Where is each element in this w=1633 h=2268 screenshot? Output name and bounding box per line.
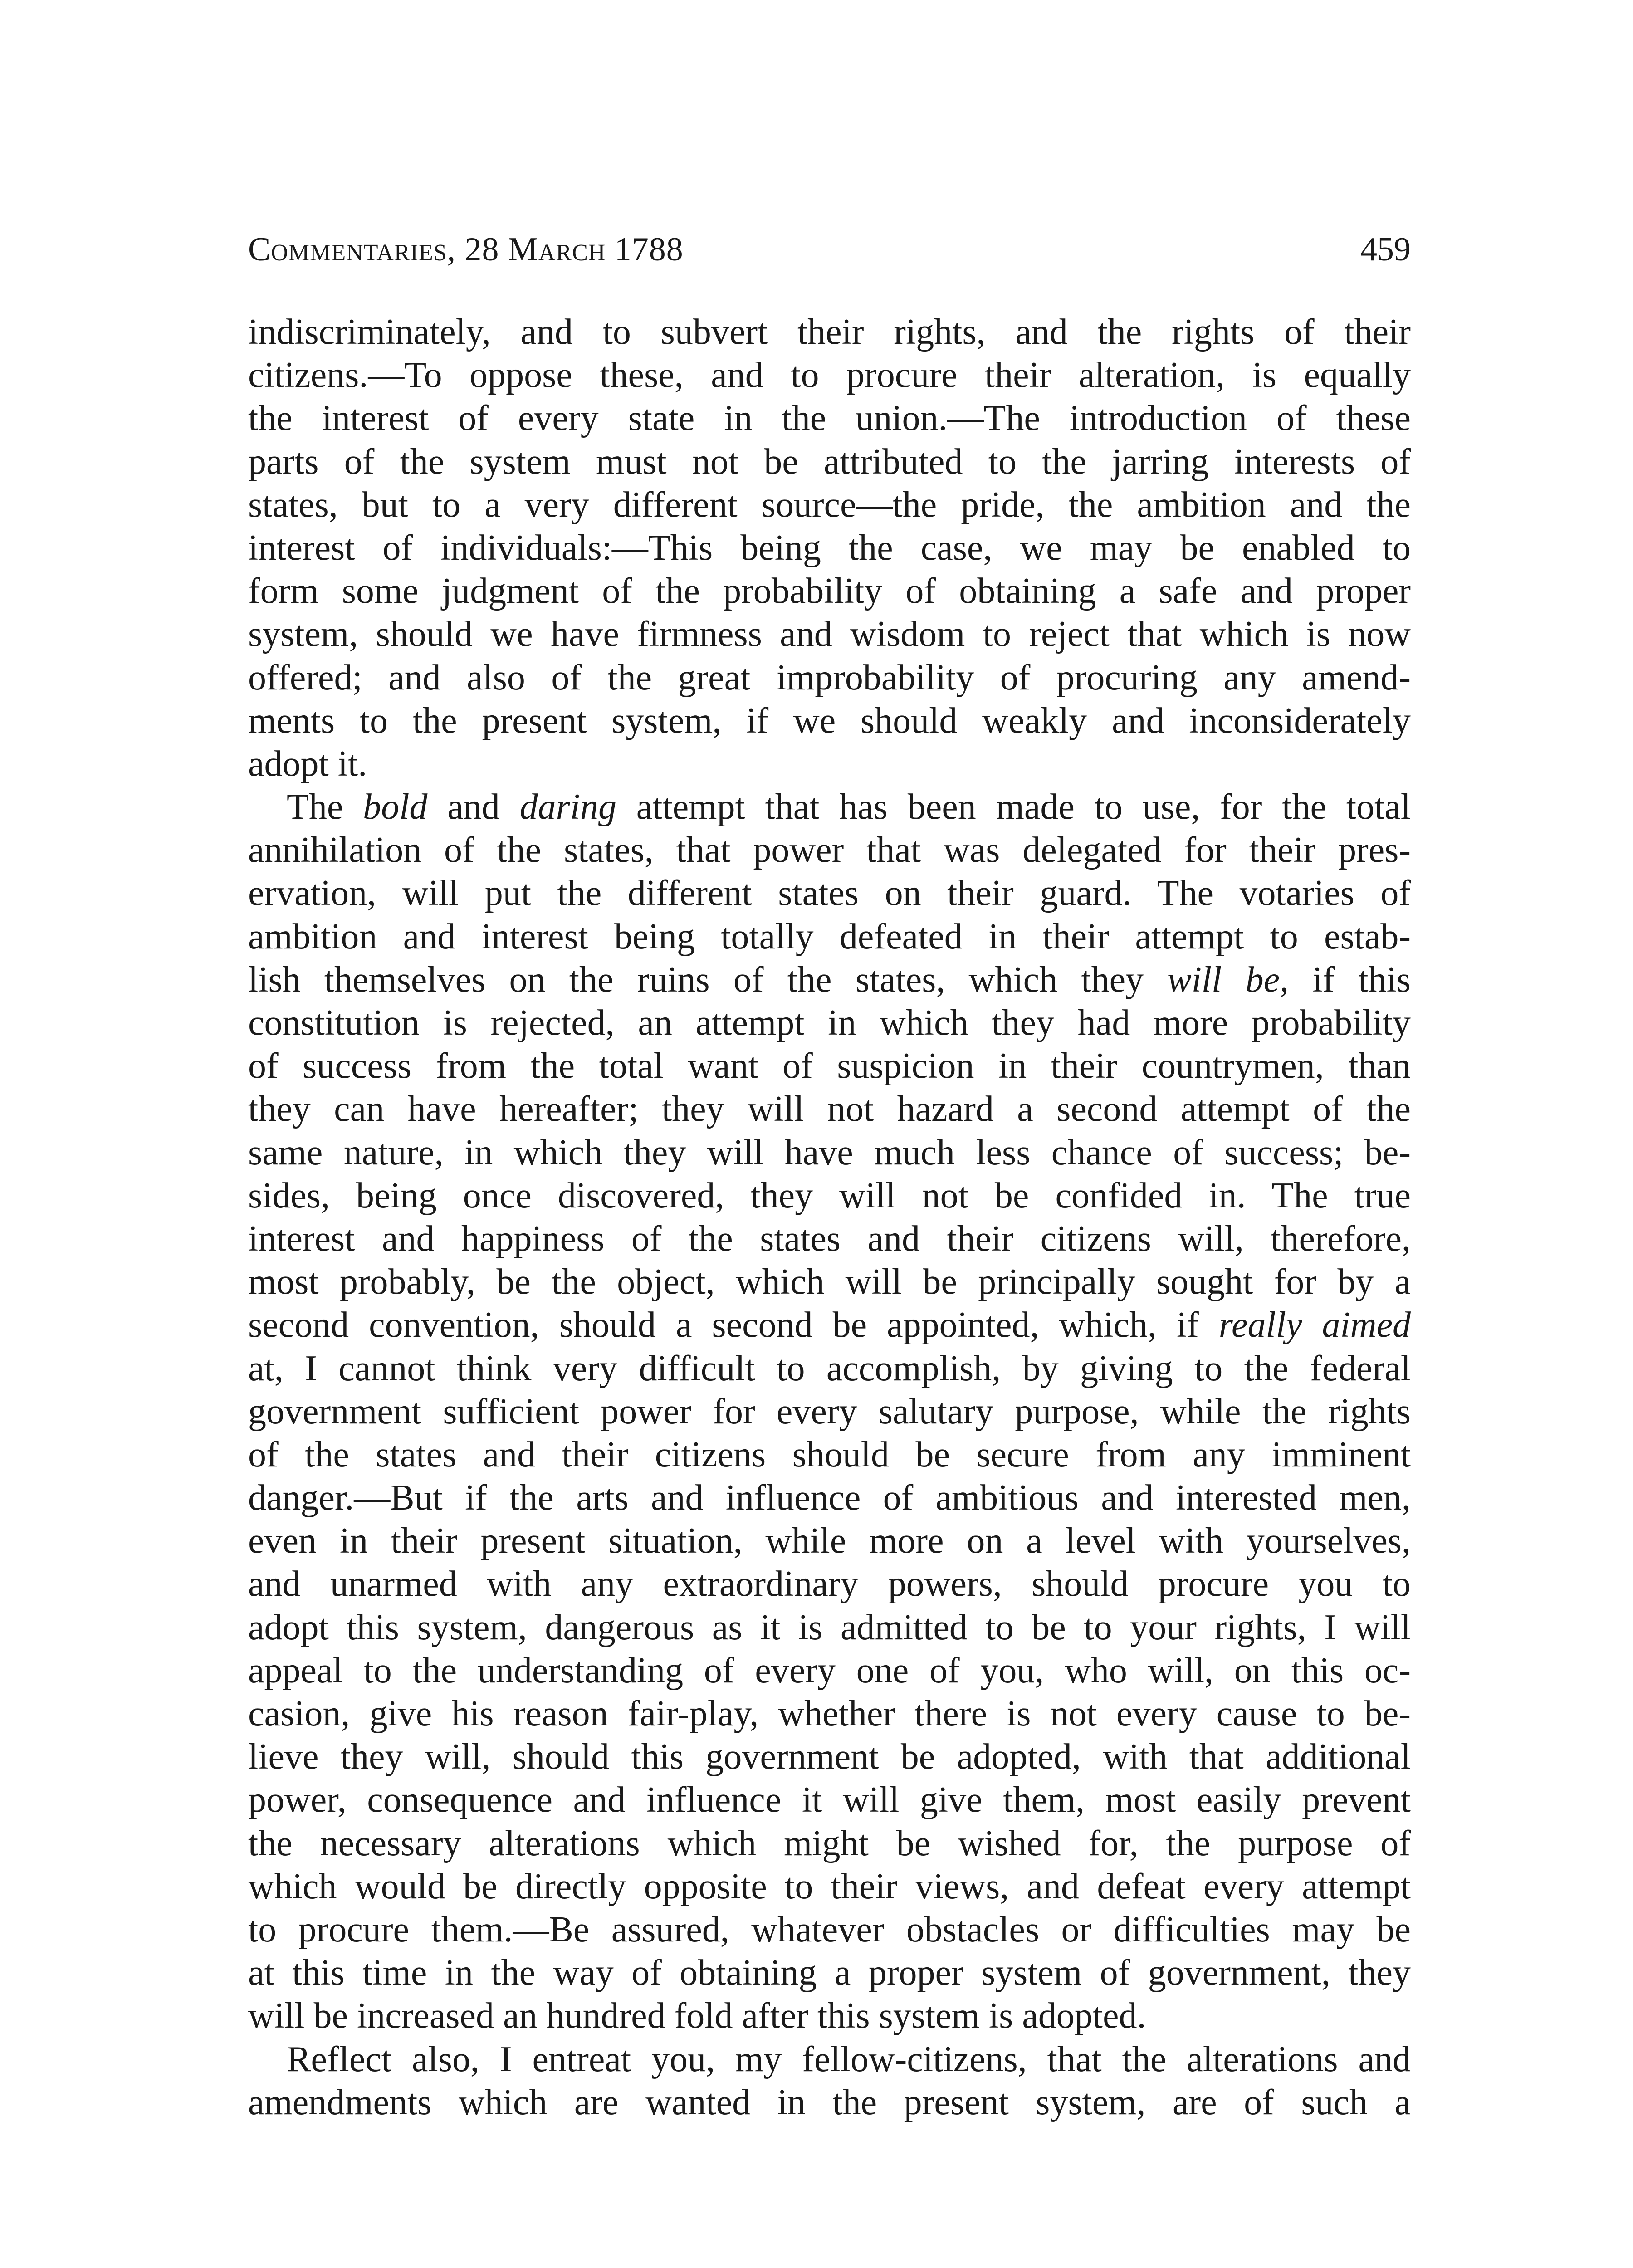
text-line: which would be directly opposite to their views, and defeat every attempt — [248, 1866, 1411, 1906]
text-line: Reflect also, I entreat you, my fellow-citizens, that the alterations and — [287, 2039, 1411, 2079]
text-line: ambition and interest being totally defeated in their attempt to estab- — [248, 916, 1411, 957]
text-line: indiscriminately, and to subvert their rights, and the rights of their — [248, 312, 1411, 352]
text-line: the interest of every state in the union.—The introduction of these — [248, 398, 1411, 439]
text-line: states, but to a very different source—the pride, the ambition and the — [248, 484, 1411, 525]
text-line: power, consequence and influence it will give them, most easily prevent — [248, 1780, 1411, 1820]
text-line: will be increased an hundred fold after this system is adopted. — [248, 1996, 1146, 2036]
text-line: lieve they will, should this government be adopted, with that additional — [248, 1737, 1411, 1777]
text-line: system, should we have firmness and wisdom to reject that which is now — [248, 614, 1411, 655]
text-line: even in their present situation, while more on a level with yourselves, — [248, 1521, 1411, 1561]
text-line: citizens.—To oppose these, and to procure their alteration, is equally — [248, 355, 1411, 396]
text-line: most probably, be the object, which will be principally sought for by a — [248, 1262, 1411, 1302]
text-line: form some judgment of the probability of obtaining a safe and proper — [248, 571, 1411, 611]
text-line: ervation, will put the different states on their guard. The votaries of — [248, 873, 1411, 914]
text-line: amendments which are wanted in the present system, are of such a — [248, 2082, 1411, 2122]
italic-will-be: will be, — [1167, 959, 1289, 1000]
body-text — [248, 311, 1411, 2124]
text-line: of the states and their citizens should be secure from any imminent — [248, 1434, 1411, 1475]
text-line: sides, being once discovered, they will not be confided in. The true — [248, 1175, 1411, 1216]
text-line: casion, give his reason fair-play, whether there is not every cause to be- — [248, 1694, 1411, 1734]
paragraph-3 — [248, 2038, 1411, 2124]
text-line: adopt this system, dangerous as it is admitted to be to your rights, I will — [248, 1607, 1411, 1647]
text-line: adopt it. — [248, 743, 367, 784]
text-line: interest of individuals:—This being the case, we may be enabled to — [248, 528, 1411, 568]
text-line: offered; and also of the great improbability of procuring any amend- — [248, 657, 1411, 698]
italic-bold: bold — [363, 787, 428, 827]
text-line: to procure them.—Be assured, whatever obstacles or difficulties may be — [248, 1909, 1411, 1950]
text-line: appeal to the understanding of every one of you, who will, on this oc- — [248, 1650, 1411, 1691]
running-head — [248, 225, 1411, 274]
text-line: of success from the total want of suspicion in their countrymen, than — [248, 1046, 1411, 1086]
page-number: 459 — [1360, 231, 1411, 268]
text-line: the necessary alterations which might be wished for, the purpose of — [248, 1823, 1411, 1863]
running-head-title: Commentaries, 28 March 1788 — [248, 231, 684, 268]
text-line: second convention, should a second be appointed, which, if really aimed — [248, 1305, 1411, 1345]
text-line: they can have hereafter; they will not hazard a second attempt of the — [248, 1089, 1411, 1129]
text-line: danger.—But if the arts and influence of ambitious and interested men, — [248, 1478, 1411, 1518]
text-line: and unarmed with any extraordinary powers, should procure you to — [248, 1564, 1411, 1604]
paragraph-2 — [248, 786, 1411, 2038]
text-line: constitution is rejected, an attempt in which they had more probability — [248, 1003, 1411, 1043]
text-line: parts of the system must not be attributed to the jarring interests of — [248, 441, 1411, 482]
text-line: The bold and daring attempt that has been made to use, for the total — [287, 787, 1411, 827]
text-line: annihilation of the states, that power that was delegated for their pres- — [248, 830, 1411, 870]
text-line: ments to the present system, if we should weakly and inconsiderately — [248, 700, 1411, 741]
text-line: government sufficient power for every salutary purpose, while the rights — [248, 1391, 1411, 1432]
text-line: at this time in the way of obtaining a proper system of government, they — [248, 1953, 1411, 1993]
italic-really-aimed: really aimed — [1218, 1305, 1411, 1345]
paragraph-1 — [248, 311, 1411, 786]
text-line: interest and happiness of the states and their citizens will, therefore, — [248, 1218, 1411, 1259]
text-line: same nature, in which they will have much less chance of success; be- — [248, 1132, 1411, 1173]
italic-daring: daring — [519, 787, 616, 827]
text-line: lish themselves on the ruins of the states, which they will be, if this — [248, 959, 1411, 1000]
text-line: at, I cannot think very difficult to accomplish, by giving to the federal — [248, 1348, 1411, 1388]
